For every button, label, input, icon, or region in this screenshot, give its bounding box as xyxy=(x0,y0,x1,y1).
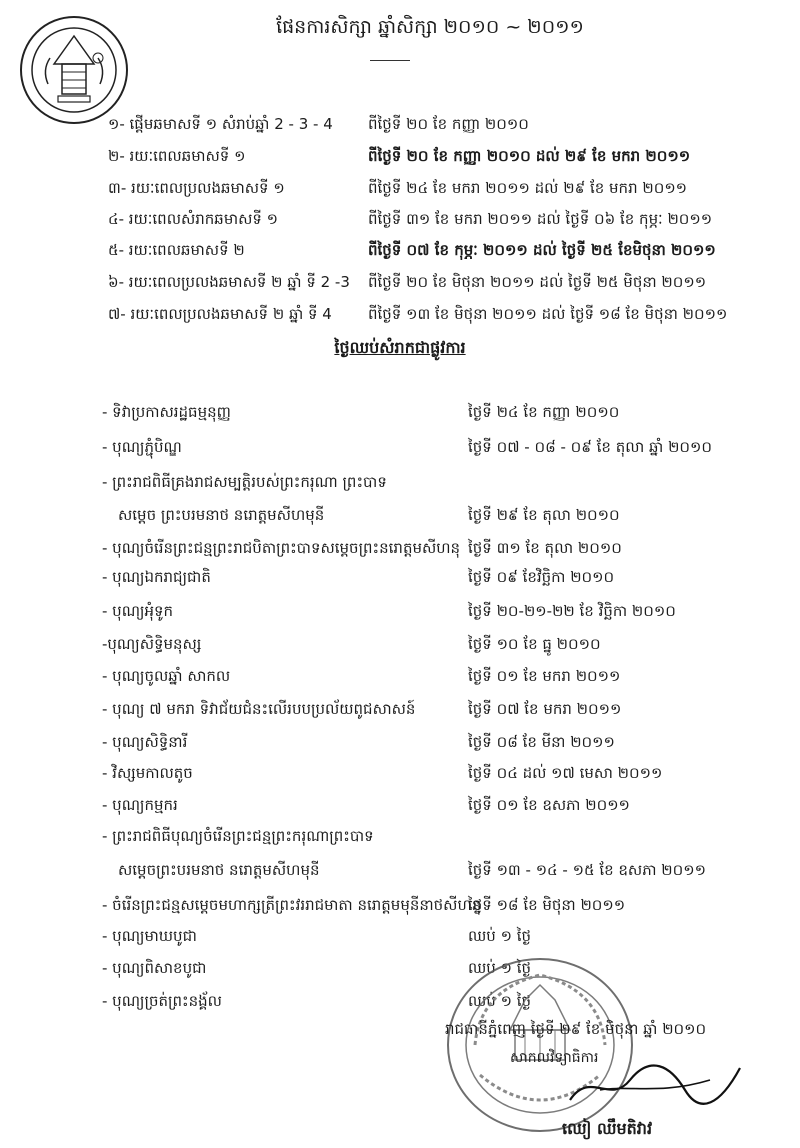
holiday-name: - ព្រះរាជពិធីបុណ្យចំរើនព្រះជន្មព្រះករុណាព្រះបាទ xyxy=(102,827,374,845)
holiday-name: - បុណ្យចូលឆ្នាំ សាកល xyxy=(102,667,231,685)
holiday-name: - បុណ្យមាឃបូជា xyxy=(102,927,197,945)
holiday-name: -បុណ្យសិទ្ធិមនុស្ស xyxy=(102,635,202,653)
term-label: ៧- រយៈពេលប្រលងឆមាសទី ២ ឆ្នាំ ទី 4 xyxy=(108,305,332,323)
term-label: ៤- រយៈពេលសំរាកឆមាសទី ១ xyxy=(108,210,279,228)
holiday-date: ថ្ងៃទី ៣១ ខែ តុលា ២០១០ xyxy=(468,539,622,557)
holiday-name: - បុណ្យសិទ្ធិនារី xyxy=(102,733,188,751)
holiday-name: - បុណ្យ ៧ មករា ទិវាជ័យជំនះលើរបបប្រល័យពូជសាសន៍ xyxy=(102,700,416,718)
document-title: ផែនការសិក្សា ឆ្នាំសិក្សា ២០១០ ~ ២០១១ xyxy=(276,16,584,38)
holiday-date: ថ្ងៃទី ០៨ ខែ មីនា ២០១១ xyxy=(468,733,615,751)
holiday-date: ថ្ងៃទី ១៨ ខែ មិថុនា ២០១១ xyxy=(468,896,626,914)
holiday-name: - បុណ្យច្រត់ព្រះនង្គ័ល xyxy=(102,992,222,1010)
place-and-date: រាជធានីភ្នំពេញ ថ្ងៃទី ២៩ ខែ មិថុនា ឆ្នាំ ២០១០ xyxy=(445,1020,707,1038)
holiday-date: ថ្ងៃទី ១០ ខែ ធ្នូ ២០១០ xyxy=(468,635,601,653)
term-label: ៥- រយៈពេលឆមាសទី ២ xyxy=(108,241,245,259)
holidays-heading: ថ្ងៃឈប់សំរាកជាផ្លូវការ xyxy=(334,338,466,357)
term-label: ២- រយៈពេលឆមាសទី ១ xyxy=(108,147,246,165)
holiday-name: - ចំរើនព្រះជន្មសម្តេចមហាក្សត្រីព្រះវររាជមាតា នរោត្តមមុនីនាថសីហនុ xyxy=(102,896,482,914)
holiday-name: - បុណ្យពិសាខបូជា xyxy=(102,959,207,977)
term-label: ៣- រយៈពេលប្រលងឆមាសទី ១ xyxy=(108,179,285,197)
holiday-name: - បុណ្យឯករាជ្យជាតិ xyxy=(102,568,211,586)
holiday-date: ថ្ងៃទី ០១ ខែ មករា ២០១១ xyxy=(468,667,621,685)
title-divider xyxy=(370,60,410,61)
signer-name: ឈៀ ឈឹមតិវាវ xyxy=(562,1119,653,1138)
holiday-name: - បុណ្យភ្ជុំបិណ្ឌ xyxy=(102,438,182,456)
term-date: ពីថ្ងៃទី ០៧ ខែ កុម្ភៈ ២០១១ ដល់ ថ្ងៃទី ២៥ ខែមិថុនា ២០១១ xyxy=(368,241,716,259)
holiday-date: ថ្ងៃទី ១៣ - ១៤ - ១៥ ខែ ឧសភា ២០១១ xyxy=(468,861,706,879)
holiday-date: ឈប់ ១ ថ្ងៃ xyxy=(468,959,532,977)
holiday-name: - ព្រះរាជពិធីគ្រងរាជសម្បត្តិរបស់ព្រះករុណា ព្រះបាទ xyxy=(102,473,387,491)
holiday-date: ថ្ងៃទី ២៩ ខែ តុលា ២០១០ xyxy=(468,506,620,524)
holiday-date: ថ្ងៃទី ០៤ ដល់ ១៧ មេសា ២០១១ xyxy=(468,764,663,782)
official-seal-stamp-icon xyxy=(440,950,640,1140)
holiday-name: សម្តេចព្រះបរមនាថ នរោត្តមសីហមុនី xyxy=(118,861,320,879)
holiday-date: ថ្ងៃទី ០៩ ខែវិច្ឆិកា ២០១០ xyxy=(468,568,615,586)
term-label: ៦- រយៈពេលប្រលងឆមាសទី ២ ឆ្នាំ ទី 2 -3 xyxy=(108,273,350,291)
holiday-date: ថ្ងៃទី ០១ ខែ ឧសភា ២០១១ xyxy=(468,796,630,814)
holiday-name: - វិស្សមកាលតូច xyxy=(102,764,193,782)
holiday-date: ថ្ងៃទី ២០-២១-២២ ខែ វិច្ឆិកា ២០១០ xyxy=(468,602,676,620)
signer-office: សាកលវិទ្យាធិការ xyxy=(510,1050,599,1066)
holiday-date: ឈប់ ១ ថ្ងៃ xyxy=(468,927,532,945)
holiday-date: ថ្ងៃទី ២៤ ខែ កញ្ញា ២០១០ xyxy=(468,403,620,421)
holiday-date: ថ្ងៃទី ០៧ ខែ មករា ២០១១ xyxy=(468,700,622,718)
term-date: ពីថ្ងៃទី ២០ ខែ កញ្ញា ២០១០ xyxy=(368,115,529,133)
term-date: ពីថ្ងៃទី ២០ ខែ មិថុនា ២០១១ ដល់ ថ្ងៃទី ២៥ មិថុនា ២០១១ xyxy=(368,273,707,291)
holiday-date: ថ្ងៃទី ០៧ - ០៨ - ០៩ ខែ តុលា ឆ្នាំ ២០១០ xyxy=(468,438,713,456)
term-date: ពីថ្ងៃទី ២៤ ខែ មករា ២០១១ ដល់ ២៩ ខែ មករា ២០១១ xyxy=(368,179,688,197)
holiday-name: សម្តេច ព្រះបរមនាថ នរោត្តមសីហមុនី xyxy=(118,506,325,524)
term-label: ១- ផ្ដើមឆមាសទី ១ សំរាប់ឆ្នាំ 2 - 3 - 4 xyxy=(108,115,333,133)
term-date: ពីថ្ងៃទី ២០ ខែ កញ្ញា ២០១០ ដល់ ២៩ ខែ មករា ២០១១ xyxy=(368,147,691,165)
term-date: ពីថ្ងៃទី ១៣ ខែ មិថុនា ២០១១ ដល់ ថ្ងៃទី ១៨ ខែ មិថុនា ២០១១ xyxy=(368,305,728,323)
holiday-name: - បុណ្យកម្មករ xyxy=(102,796,178,814)
holiday-name: - ទិវាប្រកាសរដ្ឋធម្មនុញ្ញ xyxy=(102,403,231,421)
holiday-name: - បុណ្យអុំទូក xyxy=(102,602,174,620)
term-date: ពីថ្ងៃទី ៣១ ខែ មករា ២០១១ ដល់ ថ្ងៃទី ០៦ ខែ កុម្ភៈ ២០១១ xyxy=(368,210,713,228)
holiday-date: ឈប់ ១ ថ្ងៃ xyxy=(468,992,532,1010)
handwritten-signature-icon xyxy=(560,1060,750,1110)
ministry-emblem-icon xyxy=(18,14,130,126)
holiday-name: - បុណ្យចំរើនព្រះជន្មព្រះរាជបិតាព្រះបាទសម្តេចព្រះនរោត្តមសីហនុ xyxy=(102,539,461,557)
